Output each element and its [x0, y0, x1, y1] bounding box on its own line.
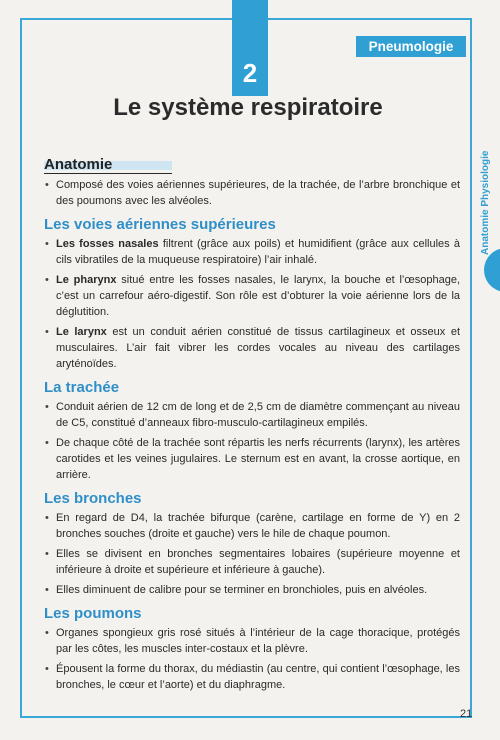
list-item — [44, 236, 460, 268]
heading-poumons: Les poumons — [44, 605, 142, 622]
item-text: En regard de D4, la trachée bifurque (carène, cartilage en forme de Y) en 2 bronches souches (droite et gauche) vers le hile de chaque poumon. — [56, 512, 460, 540]
item-text: Elles diminuent de calibre pour se terminer en bronchioles, puis en alvéoles. — [56, 584, 428, 596]
main-content — [44, 156, 460, 697]
item-term: Le larynx — [56, 326, 107, 338]
item-text: est un conduit aérien constitué de tissus cartilagineux et osseux et musculaires. L’air fait vibrer les cordes vocales au niveau des cartilages aryténoïdes. — [56, 326, 460, 370]
page-title: Le système respiratoire — [113, 94, 383, 121]
list-item — [44, 399, 460, 431]
chapter-number: 2 — [242, 58, 258, 88]
list-item — [44, 546, 460, 578]
list-item — [44, 625, 460, 657]
list-item — [44, 324, 460, 372]
page-number: 21 — [460, 708, 473, 720]
item-text: Organes spongieux gris rosé situés à l’intérieur de la cage thoracique, protégés par les côtes, les muscles inter-costaux et la plèvre. — [56, 627, 460, 655]
list-item — [44, 510, 460, 542]
item-term: Les fosses nasales — [56, 238, 159, 250]
list-bronches — [44, 510, 460, 598]
item-text: Elles se divisent en bronches segmentaires lobaires (supérieure moyenne et inférieure à droite et supérieure et inférieure à gauche). — [56, 548, 460, 576]
heading-voies-aeriennes: Les voies aériennes supérieures — [44, 216, 276, 233]
item-text: filtrent (grâce aux poils) et humidifient (grâce aux cellules à cils vibratiles de la muqueuse respiratoire) l’air inhalé. — [56, 238, 460, 266]
list-voies-aeriennes — [44, 236, 460, 372]
list-trachee — [44, 399, 460, 483]
list-item — [44, 435, 460, 483]
list-item — [44, 177, 460, 209]
heading-bronches: Les bronches — [44, 490, 142, 507]
heading-anatomie: Anatomie — [44, 156, 172, 174]
item-text: De chaque côté de la trachée sont répartis les nerfs récurrents (larynx), les artères carotides et les veines jugulaires. Le sternum est en avant, la crosse aortique, en arrière. — [56, 437, 460, 481]
item-text: Épousent la forme du thorax, du médiastin (au centre, qui contient l’œsophage, les bronches, le cœur et l’aorte) et du diaphragme. — [56, 663, 460, 691]
section-tag: Pneumologie — [356, 36, 466, 57]
heading-trachee: La trachée — [44, 379, 120, 396]
item-text: situé entre les fosses nasales, le larynx, la bouche et l’œsophage, c’est un carrefour aéro-digestif. Son rôle est d’obturer la voie aérienne lors de la déglutition. — [56, 274, 460, 318]
item-term: Le pharynx — [56, 274, 117, 286]
item-text: Conduit aérien de 12 cm de long et de 2,5 cm de diamètre commençant au niveau de C5, constitué d’anneaux fibro-musculo-cartilagineux empilés. — [56, 401, 460, 429]
item-text: Composé des voies aériennes supérieures, de la trachée, de l’arbre bronchique et des poumons avec les alvéoles. — [56, 179, 460, 207]
list-item — [44, 661, 460, 693]
list-item — [44, 272, 460, 320]
side-label: Anatomie Physiologie — [480, 150, 491, 255]
list-anatomie — [44, 177, 460, 209]
list-item — [44, 582, 460, 598]
list-poumons — [44, 625, 460, 693]
